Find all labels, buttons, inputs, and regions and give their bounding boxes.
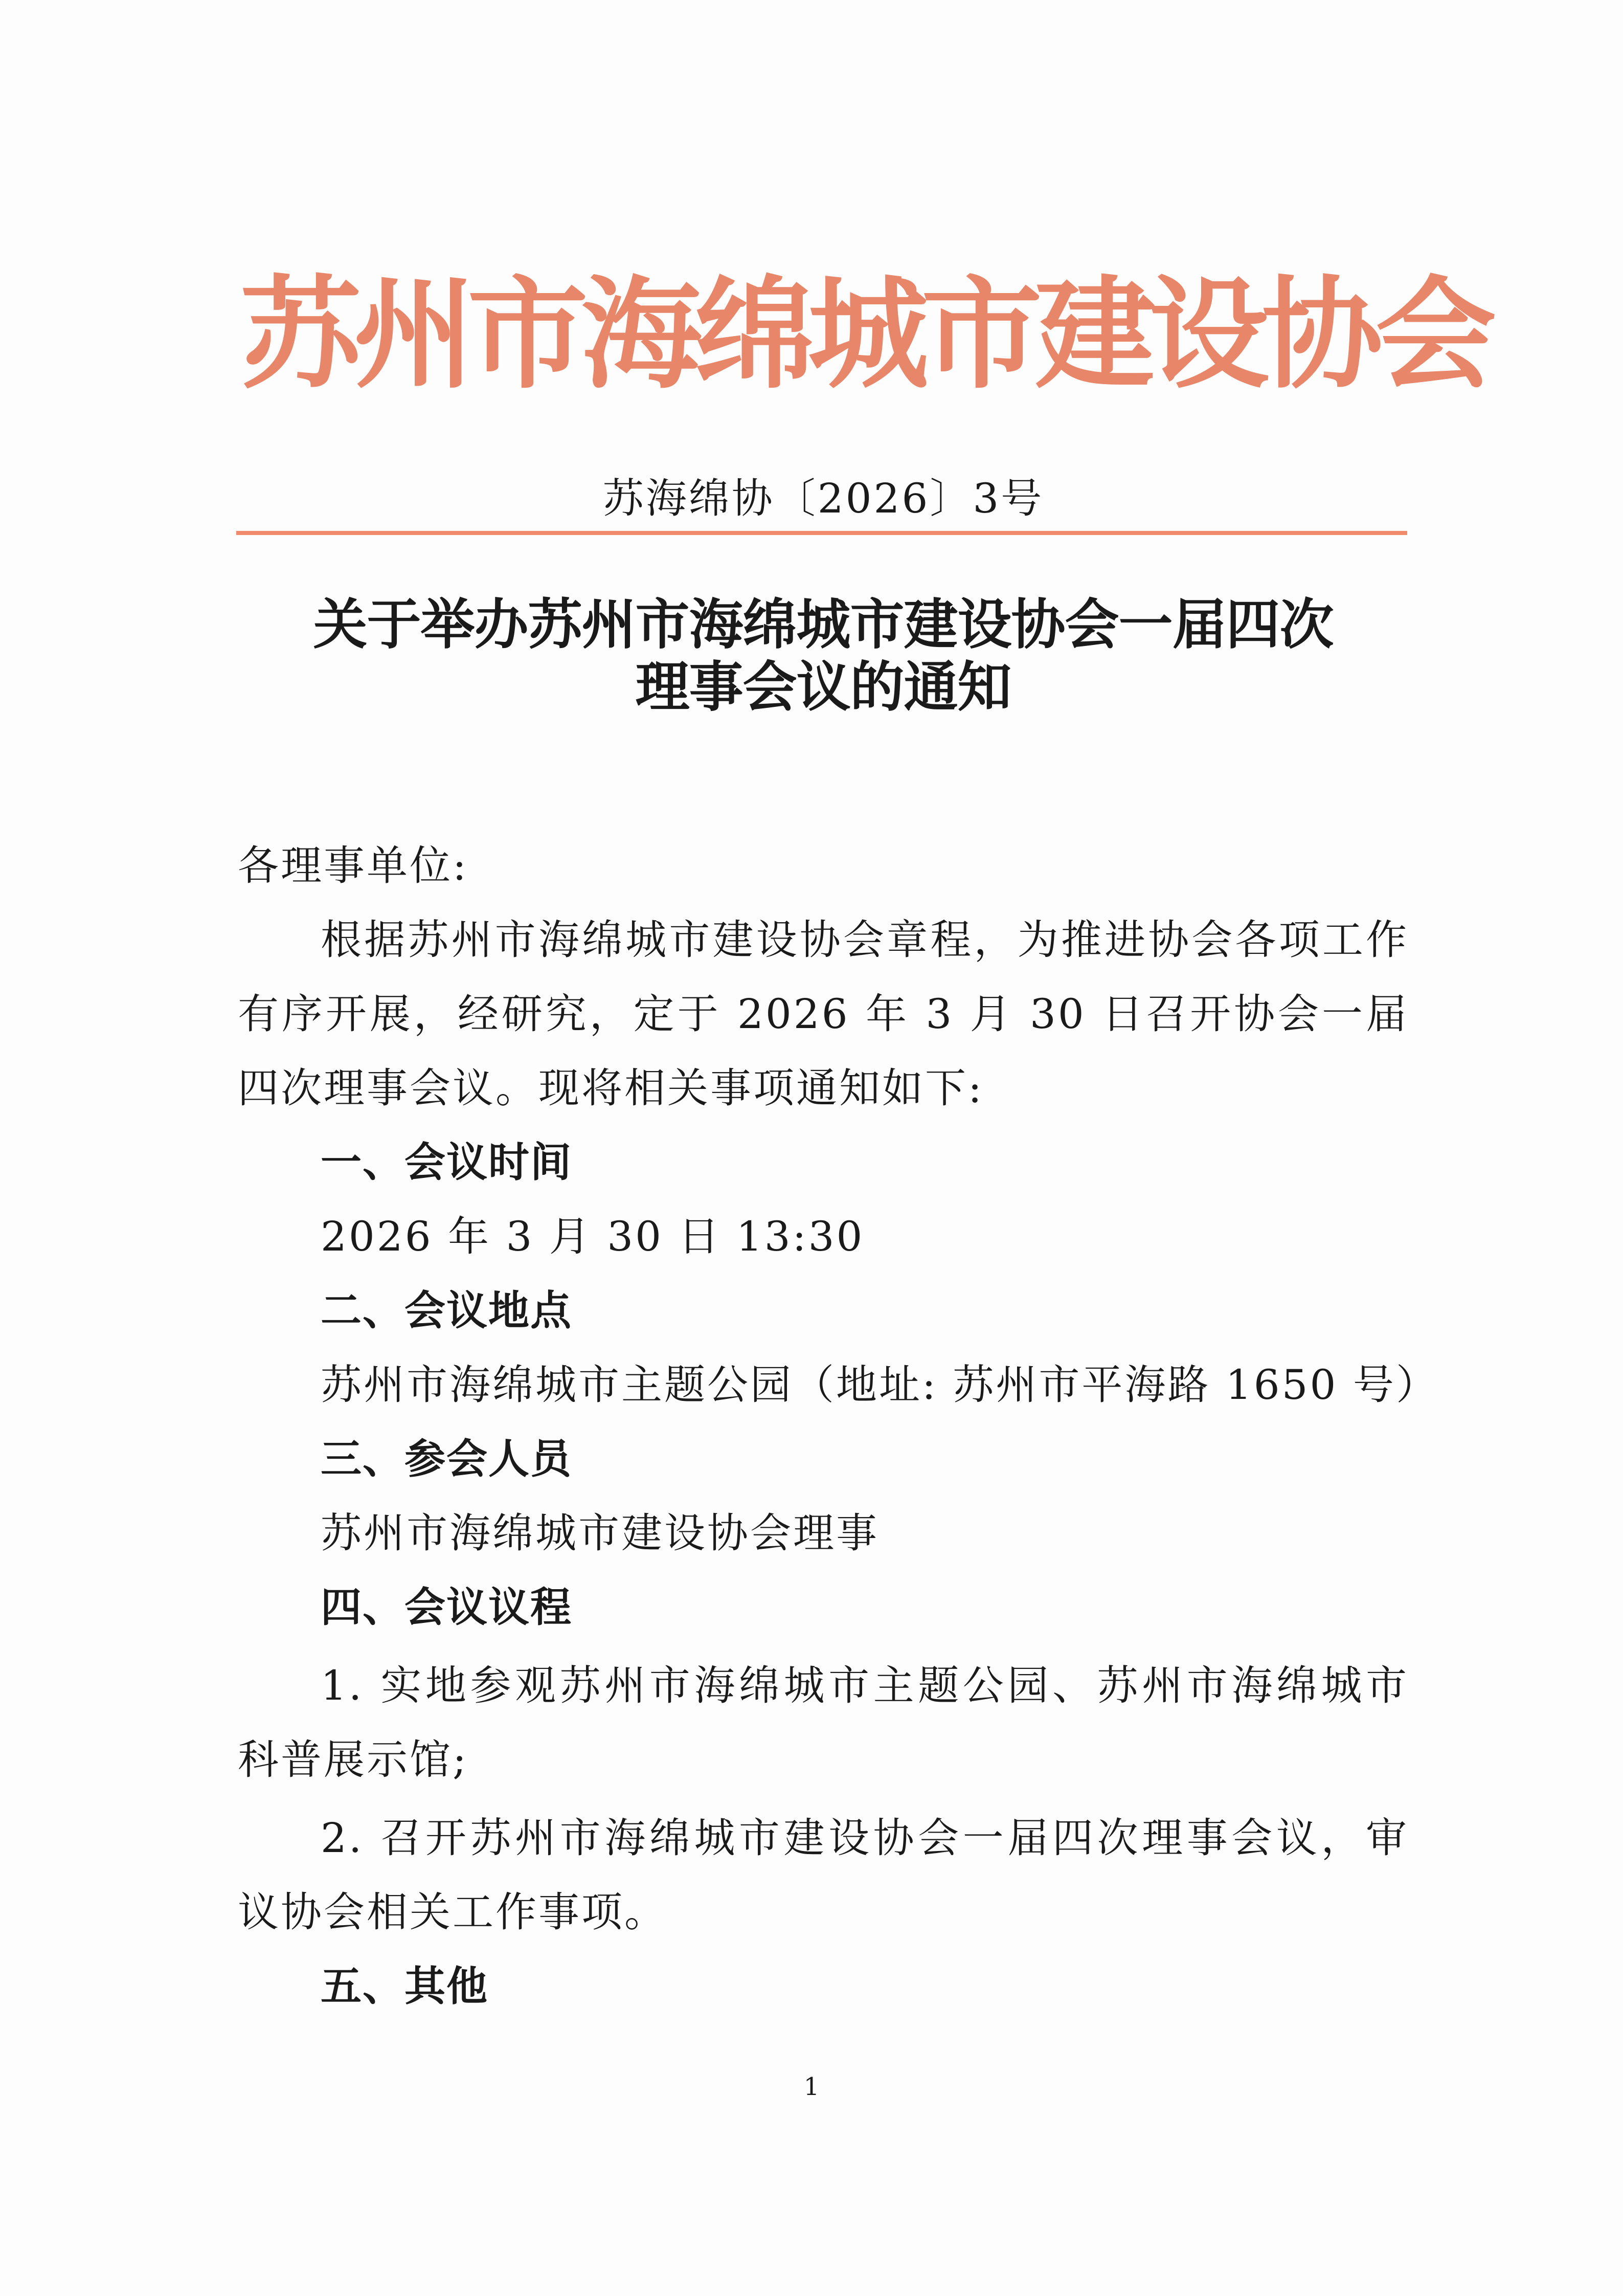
header-divider: [236, 531, 1407, 535]
meeting-time: 2026 年 3 月 30 日 13:30: [321, 1213, 865, 1260]
document-title: [240, 593, 1406, 718]
intro-paragraph: 根据苏州市海绵城市建设协会章程，为推进协会各项工作有序开展，经研究，定于 2026 年 3 月 30 日召开协会一届四次理事会议。现将相关事项通知如下:: [238, 916, 1409, 1112]
section-heading-attendees: 三、参会人员: [321, 1435, 572, 1483]
organization-letterhead: 苏州市海绵城市建设协会: [240, 264, 1490, 405]
section-heading-location: 二、会议地点: [321, 1287, 572, 1334]
meeting-attendees: 苏州市海绵城市建设协会理事: [321, 1509, 879, 1557]
title-line-1: 关于举办苏州市海绵城市建设协会一届四次: [313, 592, 1334, 656]
document-body: [238, 829, 1439, 2023]
section-heading-other: 五、其他: [321, 1963, 488, 2010]
section-heading-agenda: 四、会议议程: [321, 1584, 572, 1631]
meeting-location: 苏州市海绵城市主题公园（地址: 苏州市平海路 1650 号）: [321, 1361, 1439, 1409]
agenda-item-1: 1. 实地参观苏州市海绵城市主题公园、苏州市海绵城市科普展示馆;: [238, 1662, 1409, 1784]
agenda-item-2: 2. 召开苏州市海绵城市建设协会一届四次理事会议，审议协会相关工作事项。: [238, 1814, 1409, 1936]
page-number: 1: [803, 2072, 820, 2101]
document-number: 苏海绵协〔2026〕3号: [602, 475, 1044, 522]
section-heading-time: 一、会议时间: [321, 1139, 572, 1186]
title-line-2: 理事会议的通知: [635, 655, 1011, 719]
salutation: 各理事单位:: [238, 842, 468, 889]
